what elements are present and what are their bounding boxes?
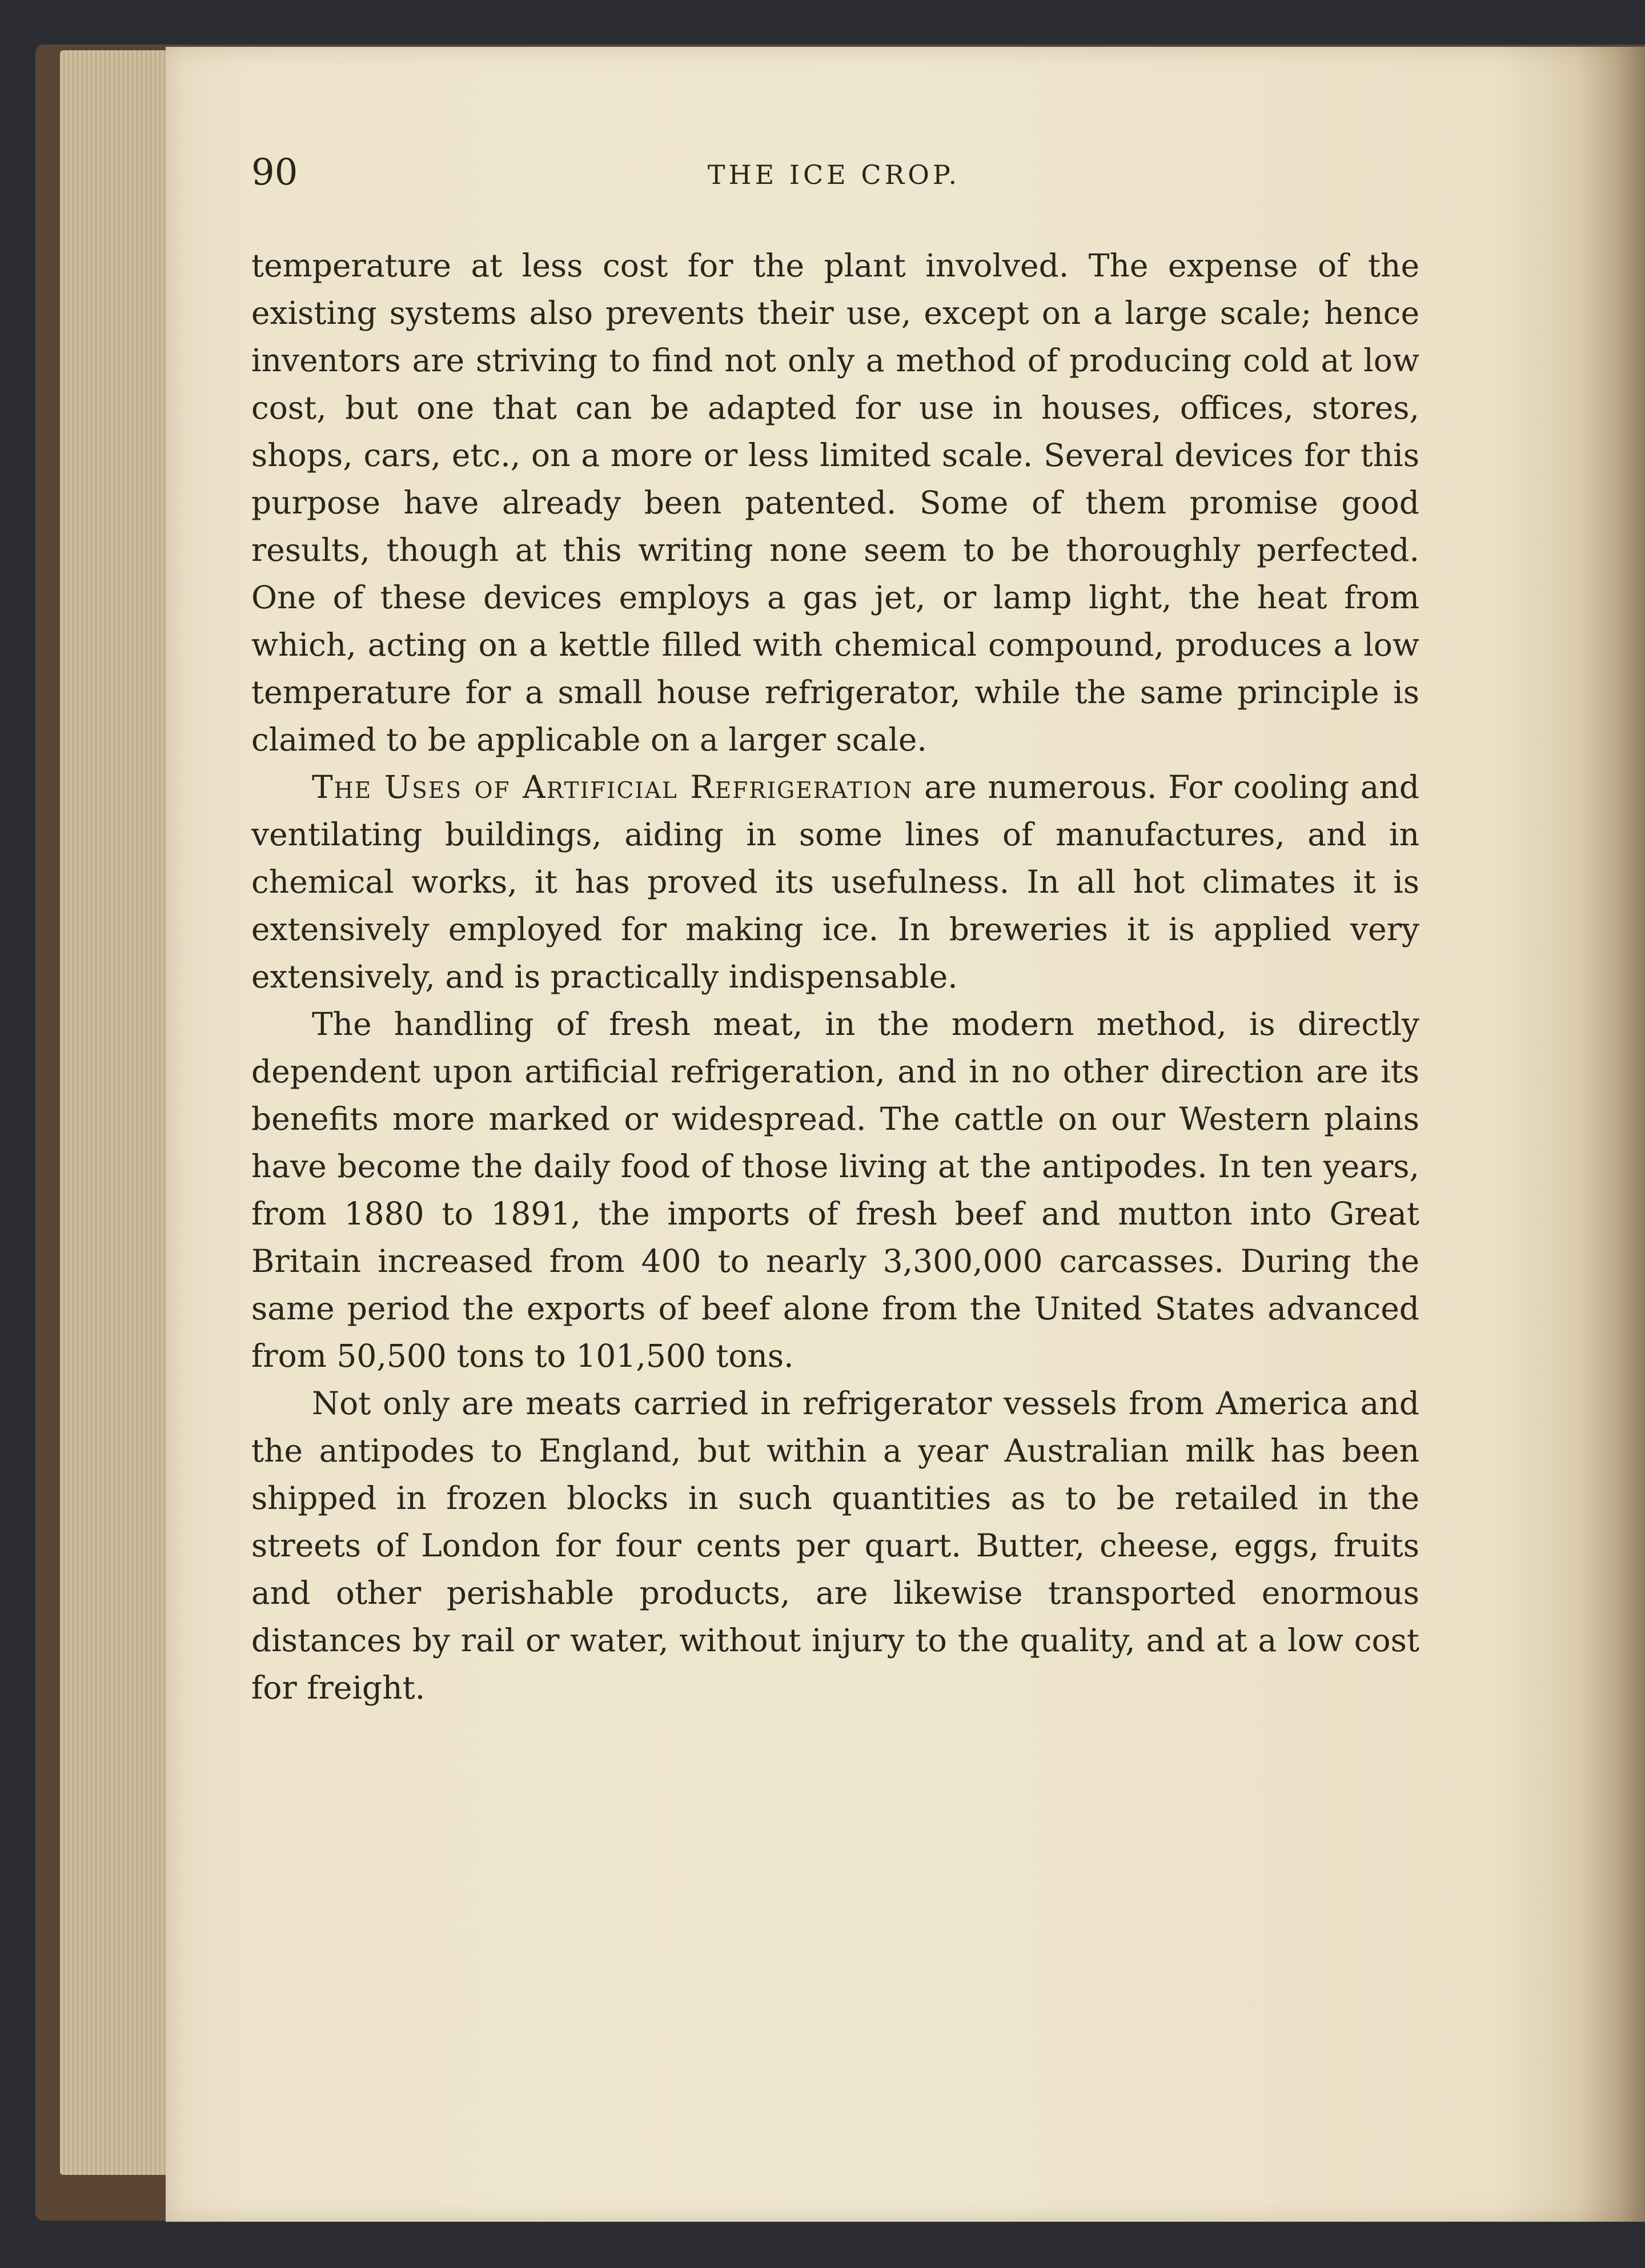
paragraph-4: Not only are meats carried in refrigerator vessels from America and the antipodes to England, but within a year Australian milk has been shipped in frozen blocks in such quantities as to be retailed in the streets of London for four cents per quart. Butter, cheese, eggs, fruits and other perishable products, are likewise transported enormous distances by rail or water, without injury to the quality, and at a low cost for freight.	[251, 1385, 1419, 1706]
paragraph-3: The handling of fresh meat, in the modern method, is directly dependent upon artificial refrigeration, and in no other direction are its benefits more marked or widespread. The cattle on our Western plains have become the daily food of those living at the antipodes. In ten years, from 1880 to 1891, the imports of fresh beef and mutton into Great Britain increased from 400 to nearly 3,300,000 carcasses. During the same period the exports of beef alone from the United States advanced from 50,500 tons to 101,500 tons.	[251, 1006, 1419, 1374]
gutter-shadow	[1576, 47, 1645, 2222]
running-head	[251, 150, 1417, 195]
page-number: 90	[251, 151, 298, 194]
running-title: THE ICE CROP.	[707, 159, 961, 190]
paragraph-2	[251, 764, 1419, 1001]
paragraph-1: temperature at less cost for the plant involved. The expense of the existing systems also prevents their use, except on a large scale; hence inventors are striving to find not only a method of producing cold at low cost, but one that can be adapted for use in houses, offices, stores, shops, cars, etc., on a more or less limited scale. Several devices for this purpose have already been patented. Some of them promise good results, though at this writing none seem to be thoroughly perfected. One of these devices employs a gas jet, or lamp light, the heat from which, acting on a kettle filled with chemical compound, produces a low temperature for a small house refrigerator, while the same principle is claimed to be applicable on a larger scale.	[251, 247, 1419, 758]
section-lead: The Uses of Artificial Refrigeration	[312, 769, 913, 805]
paragraph-2-text: are numerous. For cooling and ventilating buildings, aiding in some lines of manufactures, and in chemical works, it has proved its usefulness. In all hot climates it is extensively employed for making ice. In breweries it is applied very extensively, and is practically indispensable.	[251, 769, 1419, 995]
body-text	[251, 242, 1419, 1712]
